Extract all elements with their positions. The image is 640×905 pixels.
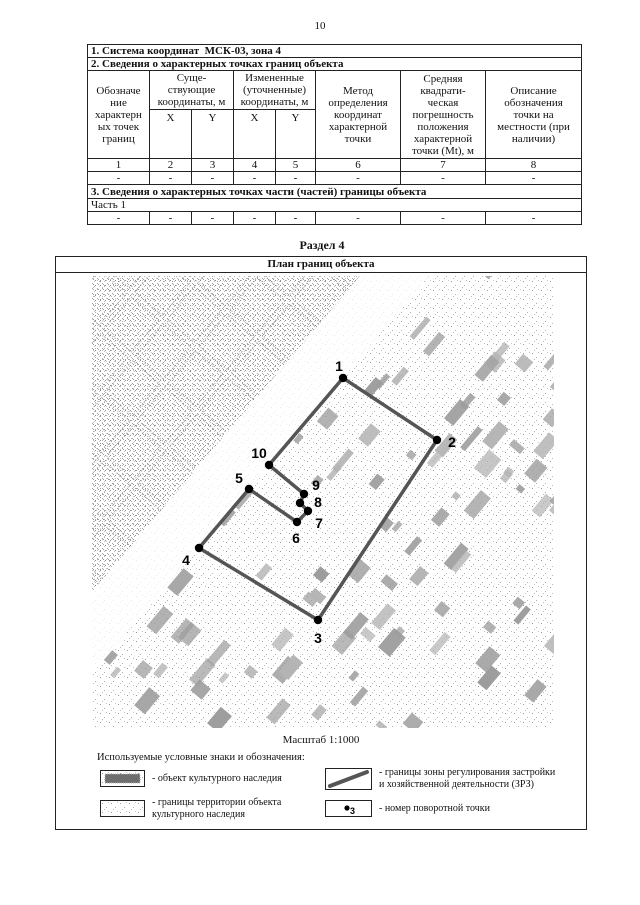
site-plan-map bbox=[92, 276, 554, 728]
table-cell: - bbox=[150, 212, 192, 225]
header-line: ние bbox=[110, 96, 127, 109]
table-cell: - bbox=[88, 172, 150, 185]
table-row bbox=[88, 172, 582, 185]
method-header bbox=[316, 71, 401, 159]
turning-point-7 bbox=[304, 507, 312, 515]
header-line: границ bbox=[102, 132, 135, 145]
header-line: координаты, м bbox=[240, 96, 309, 108]
table-cell: - bbox=[192, 212, 234, 225]
header-line: обозначения bbox=[504, 96, 563, 109]
header-line: (уточненные) bbox=[242, 84, 307, 96]
table-cell: - bbox=[316, 212, 401, 225]
header-line: координаты, м bbox=[157, 96, 226, 108]
column-number: 7 bbox=[401, 159, 486, 172]
table-cell: - bbox=[150, 172, 192, 185]
legend-label-turning-point bbox=[379, 803, 490, 815]
header-line: Средняя bbox=[423, 72, 463, 85]
table-cell: - bbox=[316, 172, 401, 185]
turning-point-9 bbox=[300, 490, 308, 498]
turning-point-label-7: 7 bbox=[315, 515, 323, 531]
header-line: Описание bbox=[510, 84, 557, 97]
section-title: Раздел 4 bbox=[299, 238, 345, 252]
header-line: характерной bbox=[413, 132, 473, 145]
parts-heading-row: 3. Сведения о характерных точках части (частей) границы объекта bbox=[88, 185, 582, 199]
legend-line: культурного наследия bbox=[152, 809, 245, 820]
table-cell: - bbox=[486, 172, 582, 185]
header-line: погрешность bbox=[412, 108, 474, 121]
legend-swatch-graphic bbox=[101, 801, 144, 816]
column-number-row bbox=[88, 159, 582, 172]
map-scale: Масштаб 1:1000 bbox=[282, 734, 360, 746]
column-number: 4 bbox=[234, 159, 276, 172]
turning-point-label-2: 2 bbox=[448, 434, 456, 450]
turning-point-label-5: 5 bbox=[235, 470, 243, 486]
zrz-line-sample bbox=[330, 772, 367, 786]
heritage-object-fill bbox=[105, 774, 140, 783]
legend-line: - объект культурного наследия bbox=[152, 773, 282, 784]
turning-point-label-8: 8 bbox=[314, 494, 322, 510]
table-cell: - bbox=[192, 172, 234, 185]
header-line: квадрати- bbox=[420, 84, 466, 97]
turning-point-label-4: 4 bbox=[182, 552, 190, 568]
legend-line: - границы территории объекта bbox=[152, 797, 282, 808]
existing-y-header: Y bbox=[192, 110, 234, 159]
header-line: местности (при bbox=[497, 120, 570, 133]
header-line: ческая bbox=[427, 96, 459, 109]
points-table-wrapper bbox=[87, 44, 582, 225]
header-line: Метод bbox=[343, 84, 373, 97]
table-header-row bbox=[88, 71, 582, 110]
table-cell: - bbox=[234, 212, 276, 225]
header-line: точки на bbox=[513, 108, 554, 121]
legend-swatch-graphic bbox=[326, 769, 371, 789]
header-line: Суще- bbox=[176, 72, 207, 84]
points-heading-row: 2. Сведения о характерных точках границ объекта bbox=[88, 58, 582, 71]
turning-point-label-1: 1 bbox=[335, 358, 343, 374]
turning-point-8 bbox=[296, 499, 304, 507]
column-number: 3 bbox=[192, 159, 234, 172]
header-line: положения bbox=[417, 120, 469, 133]
points-table bbox=[87, 44, 582, 225]
header-line: точки (Мt), м bbox=[411, 144, 474, 157]
turning-point-6 bbox=[293, 518, 301, 526]
turning-point-3 bbox=[314, 616, 322, 624]
table-row bbox=[88, 45, 582, 58]
part-label-row: Часть 1 bbox=[88, 199, 582, 212]
legend-swatch-territory-boundary bbox=[100, 800, 145, 817]
changed-x-header: X bbox=[234, 110, 276, 159]
turning-point-label-3: 3 bbox=[314, 630, 322, 646]
header-line: точки bbox=[344, 132, 372, 145]
legend-label-zrz-boundary bbox=[379, 767, 555, 791]
column-number: 5 bbox=[276, 159, 316, 172]
turning-point-sample-number: 3 bbox=[350, 806, 356, 816]
legend-swatch-zrz-boundary bbox=[325, 768, 372, 790]
page-number: 10 bbox=[314, 20, 326, 32]
legend-swatch-graphic bbox=[326, 801, 371, 816]
turning-point-5 bbox=[245, 485, 253, 493]
turning-point-label-10: 10 bbox=[251, 445, 267, 461]
turning-point-4 bbox=[195, 544, 203, 552]
table-row bbox=[88, 185, 582, 199]
table-row bbox=[88, 199, 582, 212]
changed-y-header: Y bbox=[276, 110, 316, 159]
plan-title: План границ объекта bbox=[56, 257, 586, 273]
header-line: ствующие bbox=[167, 84, 216, 96]
legend-label-territory-boundary bbox=[152, 797, 281, 821]
description-header bbox=[486, 71, 582, 159]
existing-x-header: X bbox=[150, 110, 192, 159]
column-number: 1 bbox=[88, 159, 150, 172]
table-cell: - bbox=[276, 212, 316, 225]
turning-point-label-9: 9 bbox=[312, 477, 320, 493]
legend-label-cultural-object bbox=[152, 773, 282, 785]
table-cell: - bbox=[401, 212, 486, 225]
territory-fill bbox=[101, 801, 144, 816]
column-number: 2 bbox=[150, 159, 192, 172]
table-cell: - bbox=[276, 172, 316, 185]
aerial-background bbox=[92, 276, 554, 728]
legend-line: - границы зоны регулирования застройки bbox=[379, 767, 556, 778]
table-cell: - bbox=[234, 172, 276, 185]
header-line: определения bbox=[328, 96, 388, 109]
header-line: координат bbox=[334, 108, 382, 121]
coordinate-system-row: 1. Система координат МСК-03, зона 4 bbox=[88, 45, 582, 58]
legend-swatch-cultural-object bbox=[100, 770, 145, 787]
turning-point-2 bbox=[433, 436, 441, 444]
header-line: характерн bbox=[95, 108, 142, 121]
designation-header bbox=[88, 71, 150, 159]
legend-swatch-turning-point bbox=[325, 800, 372, 817]
legend-line: и хозяйственной деятельности (ЗРЗ) bbox=[379, 779, 534, 790]
legend-title: Используемые условные знаки и обозначения: bbox=[97, 752, 305, 763]
changed-coordinates-header bbox=[234, 71, 316, 110]
header-line: наличии) bbox=[511, 132, 556, 145]
legend-line: - номер поворотной точки bbox=[379, 803, 490, 814]
column-number: 6 bbox=[316, 159, 401, 172]
table-row bbox=[88, 212, 582, 225]
table-cell: - bbox=[401, 172, 486, 185]
legend-swatch-graphic bbox=[101, 771, 144, 786]
header-line: ых точек bbox=[97, 120, 140, 133]
table-row bbox=[88, 58, 582, 71]
header-line: характерной bbox=[328, 120, 388, 133]
existing-coordinates-header bbox=[150, 71, 234, 110]
turning-point-1 bbox=[339, 374, 347, 382]
column-number: 8 bbox=[486, 159, 582, 172]
turning-point-label-6: 6 bbox=[292, 530, 300, 546]
turning-point-10 bbox=[265, 461, 273, 469]
table-cell: - bbox=[88, 212, 150, 225]
header-line: Измененные bbox=[245, 72, 304, 84]
header-line: Обозначе bbox=[96, 84, 141, 97]
turning-point-sample-dot bbox=[344, 805, 349, 810]
table-cell: - bbox=[486, 212, 582, 225]
error-header bbox=[401, 71, 486, 159]
